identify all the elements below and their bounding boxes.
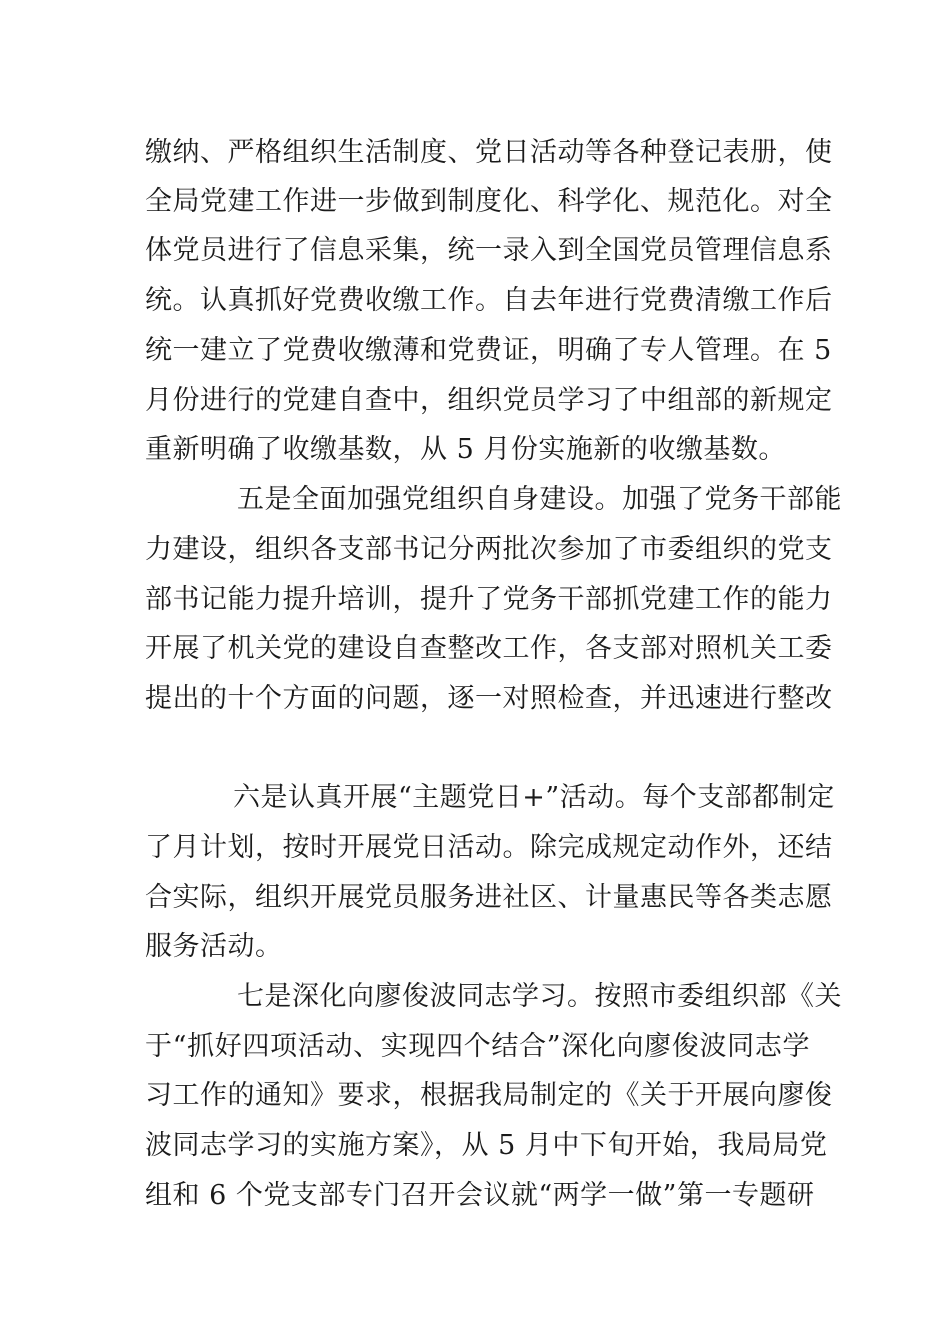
text-line: 于“抓好四项活动、实现四个结合”深化向廖俊波同志学 xyxy=(145,1031,810,1062)
text-line: 了月计划，按时开展党日活动。除完成规定动作外，还结 xyxy=(145,832,833,863)
text-line: 全局党建工作进一步做到制度化、科学化、规范化。对全 xyxy=(145,186,833,217)
text-line: 五是全面加强党组织自身建设。加强了党务干部能 xyxy=(237,484,842,515)
text-line: 六是认真开展“主题党日+”活动。每个支部都制定 xyxy=(233,782,835,813)
text-line: 统。认真抓好党费收缴工作。自去年进行党费清缴工作后 xyxy=(145,285,833,316)
text-line: 七是深化向廖俊波同志学习。按照市委组织部《关 xyxy=(237,981,842,1012)
text-line: 力建设，组织各支部书记分两批次参加了市委组织的党支 xyxy=(145,534,833,565)
text-line: 服务活动。 xyxy=(145,931,283,962)
text-line: 开展了机关党的建设自查整改工作，各支部对照机关工委 xyxy=(145,633,833,664)
text-line: 波同志学习的实施方案》，从 5 月中下旬开始，我局局党 xyxy=(145,1130,828,1161)
text-line: 统一建立了党费收缴薄和党费证，明确了专人管理。在 5 xyxy=(145,335,832,366)
text-line: 组和 6 个党支部专门召开会议就“两学一做”第一专题研 xyxy=(145,1180,815,1211)
text-line: 习工作的通知》要求，根据我局制定的《关于开展向廖俊 xyxy=(145,1080,833,1111)
text-line: 月份进行的党建自查中，组织党员学习了中组部的新规定 xyxy=(145,385,833,416)
text-line: 缴纳、严格组织生活制度、党日活动等各种登记表册，使 xyxy=(145,137,833,168)
text-line: 提出的十个方面的问题，逐一对照检查，并迅速进行整改 xyxy=(145,683,833,714)
text-line: 合实际，组织开展党员服务进社区、计量惠民等各类志愿 xyxy=(145,882,833,913)
text-line: 体党员进行了信息采集，统一录入到全国党员管理信息系 xyxy=(145,235,833,266)
text-line: 重新明确了收缴基数，从 5 月份实施新的收缴基数。 xyxy=(145,434,786,465)
text-line: 部书记能力提升培训，提升了党务干部抓党建工作的能力 xyxy=(145,584,833,615)
